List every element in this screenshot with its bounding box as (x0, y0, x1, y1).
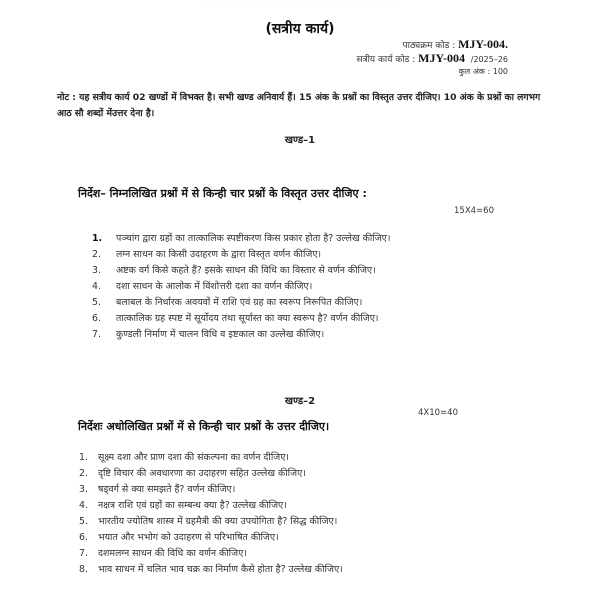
question-text: षड्वर्ग से क्या समझते हैं? वर्णन कीजिए। (98, 484, 236, 495)
question-text: भाव साधन में चलित भाव चक्र का निर्माण कैसे होता है? उल्लेख कीजिए। (98, 564, 343, 575)
question-number: 7. (92, 329, 101, 340)
question-number: 3. (79, 484, 88, 495)
question-number: 6. (79, 532, 88, 543)
question-item (92, 279, 312, 292)
question-number: 8. (79, 564, 88, 575)
section-2-instruction: निर्देशः अधोलिखित प्रश्नों में से किन्ही चार प्रश्नों के उत्तर दीजिए। (78, 420, 330, 433)
assignment-code-label: सत्रीय कार्य कोड : (356, 55, 416, 65)
question-number: 7. (79, 548, 88, 559)
question-number: 3. (92, 265, 101, 276)
section-2-heading: खण्ड–2 (284, 396, 316, 407)
question-item (79, 546, 247, 559)
question-text: लग्न साधन का किसी उदाहरण के द्वारा विस्तृत वर्णन कीजिए। (116, 249, 322, 260)
cut-off-title (200, 0, 400, 2)
question-number: 4. (79, 500, 88, 511)
question-text: सूक्ष्म दशा और प्राण दशा की संकल्पना का वर्णन दीजिए। (98, 452, 289, 463)
question-item (79, 530, 279, 543)
document-subtitle: (सत्रीय कार्य) (265, 21, 335, 37)
section-1-marks: 15X4=60 (454, 206, 494, 216)
question-item (79, 466, 306, 479)
course-code-value: MJY-004. (458, 37, 508, 51)
question-item (92, 311, 378, 324)
question-item (79, 450, 289, 463)
question-text: तात्कालिक ग्रह स्पष्ट में सूर्योदय तथा सूर्यास्त का क्या स्वरूप है? वर्णन कीजिए। (116, 313, 379, 324)
total-marks-line (459, 65, 508, 79)
question-text: दशा साधन के आलोक में विंशोत्तरी दशा का वर्णन कीजिए। (116, 281, 313, 292)
question-item (79, 498, 287, 511)
question-text: कुण्डली निर्माण में चालन विधि व इष्टकाल का उल्लेख कीजिए। (116, 329, 325, 340)
question-text: भारतीय ज्योतिष शास्त्र में ग्रहमैत्री की क्या उपयोगिता है? सिद्ध कीजिए। (98, 516, 338, 527)
question-number: 1. (92, 233, 103, 244)
question-item (92, 295, 362, 308)
session-value: /2025–26 (470, 55, 508, 64)
question-number: 1. (79, 452, 88, 463)
question-number: 4. (92, 281, 101, 292)
question-number: 2. (92, 249, 101, 260)
question-item (92, 247, 321, 260)
question-text: भयात और भभोग को उदाहरण से परिभाषित कीजिए। (98, 532, 279, 543)
question-item (92, 327, 324, 340)
question-text: दृष्टि विचार की अवधारणा का उदाहरण सहित उल्लेख कीजिए। (98, 468, 306, 479)
section-1-heading: खण्ड–1 (284, 135, 316, 146)
assignment-code-value: MJY-004 (418, 51, 466, 65)
question-item (79, 514, 337, 527)
question-text: दशमलग्न साधन की विधि का वर्णन कीजिए। (98, 548, 247, 559)
question-item (92, 231, 390, 244)
question-item (92, 263, 376, 276)
section-1-instruction: निर्देश– निम्नलिखित प्रश्नों में से किन्ही चार प्रश्नों के विस्तृत उत्तर दीजिए : (78, 187, 367, 200)
question-number: 5. (92, 297, 101, 308)
question-item (79, 482, 235, 495)
question-text: अष्टक वर्ग किसे कहते हैं? इसके साधन की विधि का विस्तार से वर्णन कीजिए। (116, 265, 376, 276)
section-2-marks: 4X10=40 (418, 408, 458, 418)
question-number: 5. (79, 516, 88, 527)
question-text: नक्षत्र राशि एवं ग्रहों का सम्बन्ध क्या है? उल्लेख कीजिए। (98, 500, 287, 511)
question-text: बलाबल के निर्धारक अवयवों में राशि एवं ग्रह का स्वरूप निरूपित कीजिए। (116, 297, 363, 308)
question-number: 6. (92, 313, 101, 324)
total-marks: कुल अंक : 100 (458, 67, 508, 76)
question-number: 2. (79, 468, 88, 479)
course-code-label: पाठ्यक्रम कोड : (402, 41, 456, 51)
assignment-note: नोट : यह सत्रीय कार्य 02 खण्डों में विभक्त है। सभी खण्ड अनिवार्य हैं। 15 अंक के प्रश्नों का विस्तृत उत्तर दीजिए। 10 अंक के प्रश्नों का लगभग आठ सौ शब्दों मेंउत्तर देना है। (57, 92, 541, 119)
question-item (79, 562, 343, 575)
question-text: पञ्चांग द्वारा ग्रहों का तात्कालिक स्पष्टीकरण किस प्रकार होता है? उल्लेख कीजिए। (116, 233, 391, 244)
